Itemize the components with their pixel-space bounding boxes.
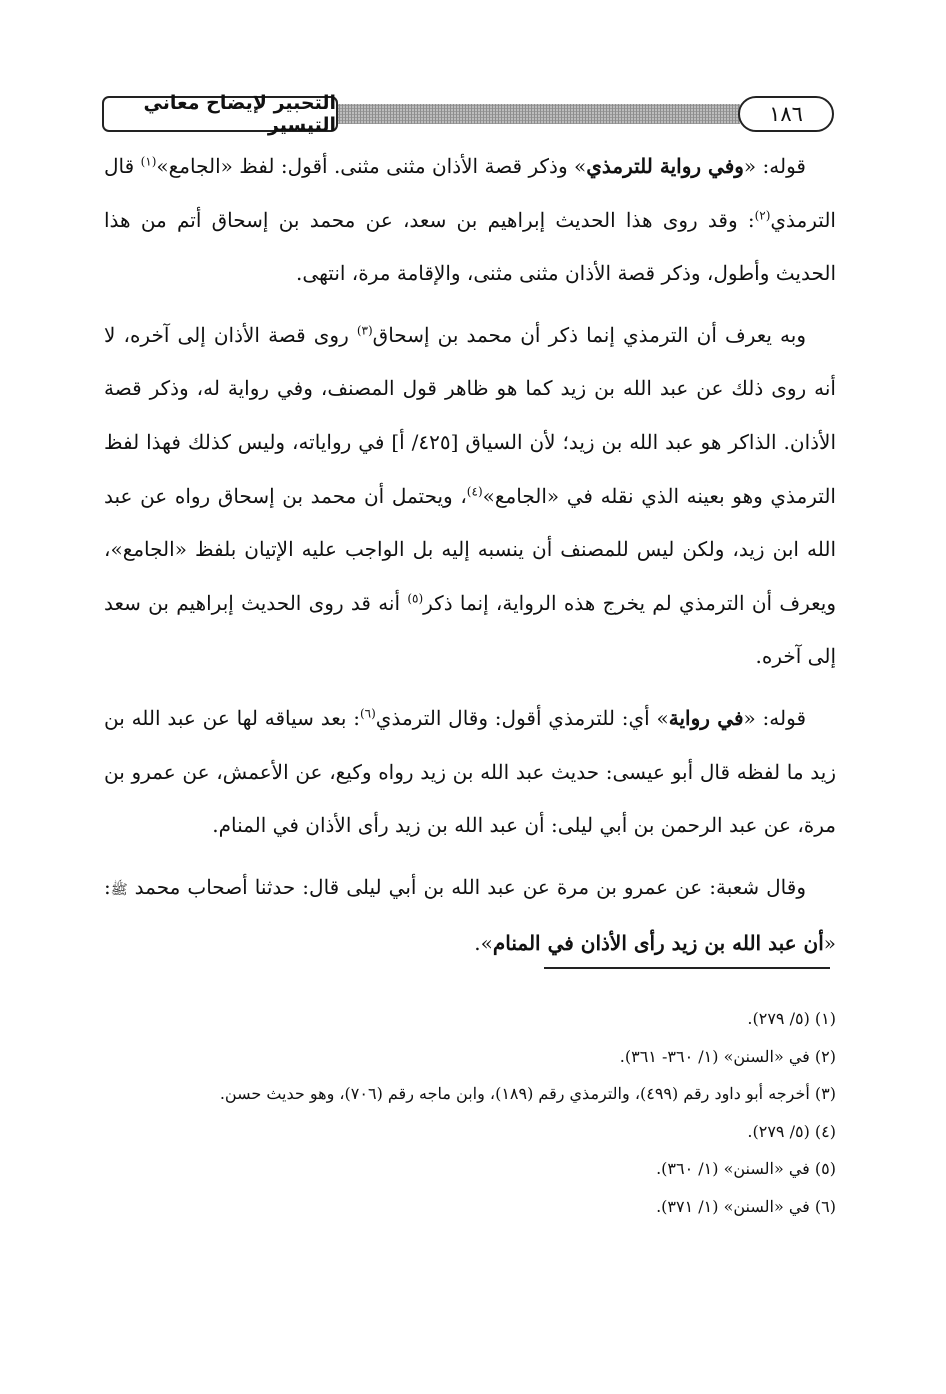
footnote-ref: (٤): [466, 483, 483, 498]
footnote-ref: (٢): [754, 207, 771, 222]
footnote-ref: (٣): [356, 323, 373, 338]
footnote: (٣) أخرجه أبو داود رقم (٤٩٩)، والترمذي رقم (١٨٩)، وابن ماجه رقم (٧٠٦)، وهو حديث حسن.: [219, 1084, 836, 1104]
footnote: (٥) في «السنن» (١/ ٣٦٠).: [656, 1159, 836, 1179]
footnote: (٢) في «السنن» (١/ ٣٦٠- ٣٦١).: [619, 1046, 836, 1066]
footnote-ref: (١): [140, 154, 157, 169]
text-run: أنه قد روى الحديث إبراهيم بن سعد إلى آخره.: [104, 590, 836, 669]
text-run: » وذكر قصة الأذان مثنى مثنى. أقول: لفظ «الجامع»: [156, 154, 587, 178]
footnote: (٤) (٥/ ٢٧٩).: [747, 1121, 836, 1141]
text-run: قوله: «: [743, 154, 806, 178]
page-number: ١٨٦: [738, 96, 834, 132]
footnotes: [104, 1000, 836, 1226]
book-title: التحبير لإيضاح معاني التيسير: [102, 96, 338, 132]
text-run: : «: [104, 874, 836, 956]
text-run: ».: [474, 931, 493, 956]
paragraph: [104, 140, 836, 301]
quoted-text: أن عبد الله بن زيد رأى الأذان في المنام: [492, 931, 824, 956]
footnote: (١) (٥/ ٢٧٩).: [747, 1009, 836, 1028]
footnote-separator: [544, 967, 830, 969]
quoted-text: وفي رواية للترمذي: [586, 154, 744, 178]
quoted-text: في رواية: [668, 705, 744, 730]
text-run: : بعد سياقه لها عن عبد الله بن زيد ما لفظه قال أبو عيسى: حديث عبد الله بن زيد رواه وكيع، عن الأعمش، عن عمرو بن مرة، عن عبد الرحمن بن أبي ليلى: أن عبد الله بن زيد رأى الأذان في المنام.: [104, 705, 836, 838]
paragraph: [104, 861, 836, 971]
paragraph: [104, 309, 836, 684]
text-run: روى قصة الأذان إلى آخره، لا أنه روى ذلك عن عبد الله بن زيد كما هو ظاهر قول المصنف، وفي رواية له، وذكر قصة الأذان. الذاكر هو عبد الله بن زيد؛ لأن السياق [٤٢٥/ أ] في رواياته، وليس كذلك فهذا لفظ الترمذي وهو بعينه الذي نقله في «الجامع»: [104, 322, 836, 508]
text-run: ، ويحتمل أن محمد بن إسحاق رواه عن عبد الله ابن زيد، ولكن ليس للمصنف أن ينسبه إليه بل الواجب عليه الإتيان بلفظ «الجامع»، ويعرف أن الترمذي لم يخرج هذه الرواية، إنما ذكر: [104, 483, 836, 615]
footnote-ref: (٦): [359, 706, 376, 721]
text-run: : وقد روى هذا الحديث إبراهيم بن سعد، عن محمد بن إسحاق أتم من هذا الحديث وأطول، وذكر قصة الأذان مثنى مثنى، والإقامة مرة، انتهى.: [104, 207, 836, 286]
text-run: وبه يعرف أن الترمذي إنما ذكر أن محمد بن إسحاق: [372, 322, 806, 347]
footnote: (٦) في «السنن» (١/ ٣٧١).: [656, 1196, 836, 1216]
salutation-glyph: ﷺ: [110, 881, 128, 898]
text-run: قوله: «: [743, 705, 807, 730]
footnote-ref: (٥): [407, 591, 424, 606]
text-run: وقال شعبة: عن عمرو بن مرة عن عبد الله بن أبي ليلى قال: حدثنا أصحاب محمد: [127, 874, 806, 899]
header-decorative-band: [336, 104, 740, 124]
main-text: [104, 140, 836, 971]
text-run: قال الترمذي: [104, 154, 836, 232]
page-header: [100, 92, 838, 140]
text-run: » أي: للترمذي أقول: وقال الترمذي: [375, 705, 669, 730]
paragraph: [104, 692, 836, 853]
